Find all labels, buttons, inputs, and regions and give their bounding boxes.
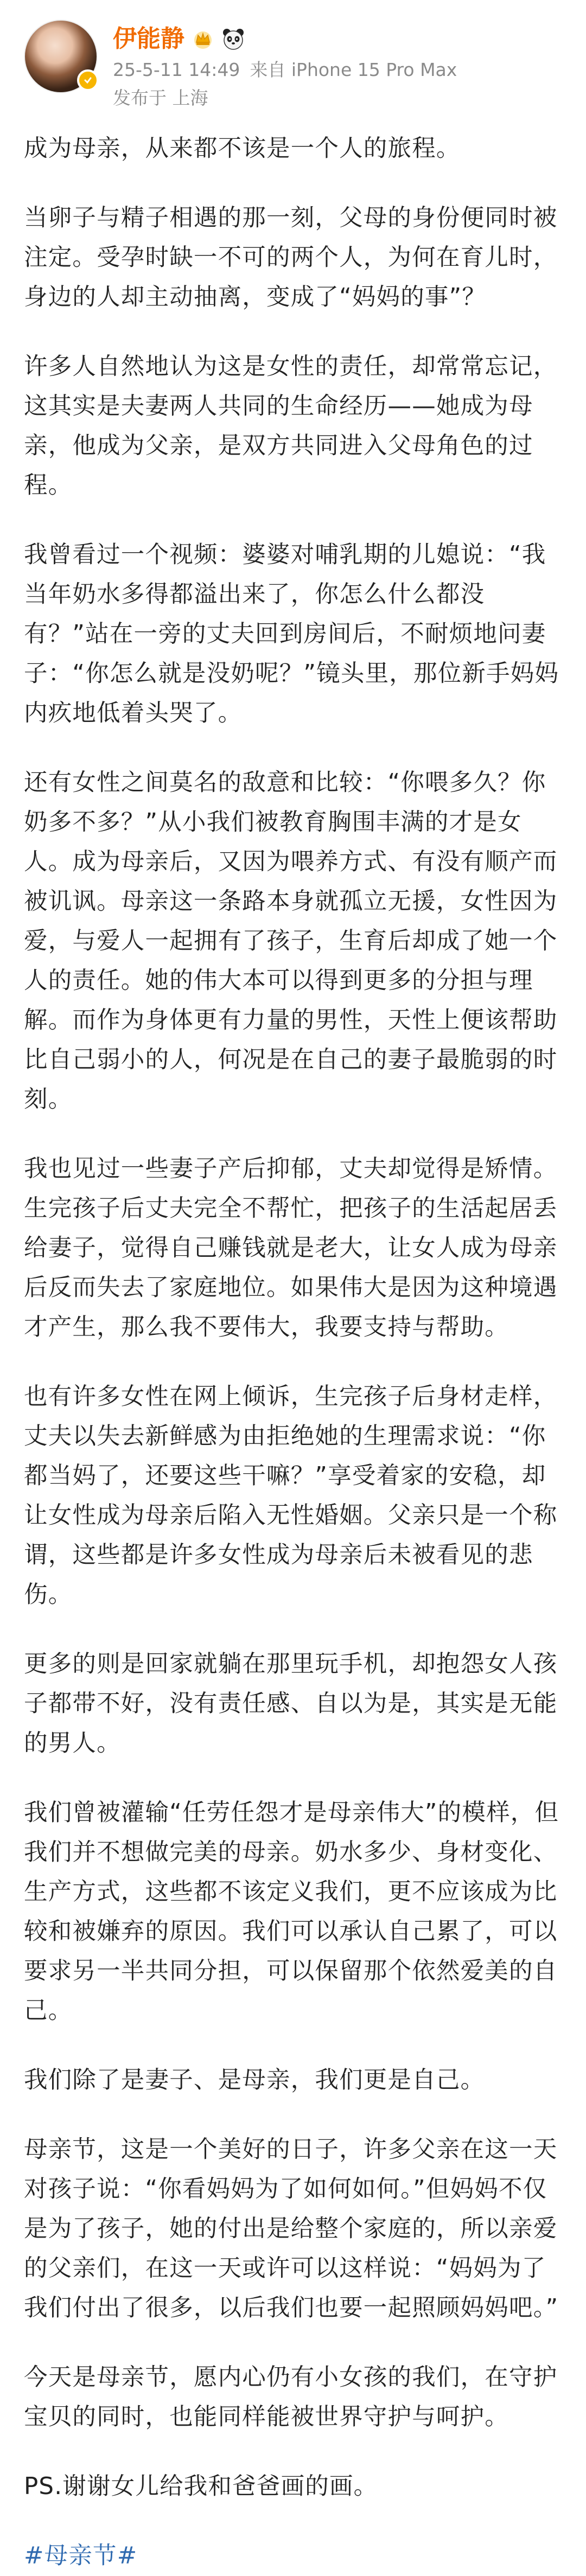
paragraph: 当卵子与精子相遇的那一刻，父母的身份便同时被注定。受孕时缺一不可的两个人，为何在育儿时，身边的人却主动抽离，变成了“妈妈的事”？ — [24, 204, 558, 311]
paragraph: 我们除了是妻子、是母亲，我们更是自己。 — [24, 2067, 485, 2094]
author-name-row — [113, 24, 457, 54]
paragraph: 更多的则是回家就躺在那里玩手机，却抱怨女人孩子都带不好，没有责任感、自以为是，其实是无能的男人。 — [24, 1651, 558, 1757]
hashtag-link[interactable]: #母亲节# — [24, 2542, 138, 2569]
paragraph: 母亲节，这是一个美好的日子，许多父亲在这一天对孩子说：“你看妈妈为了如何如何。”但妈妈不仅是为了孩子，她的付出是给整个家庭的，所以亲爱的父亲们，在这一天或许可以这样说：“妈妈为了我们付出了很多，以后我们也要一起照顾妈妈吧。” — [24, 2136, 559, 2322]
panda-icon — [221, 27, 245, 51]
verified-badge-icon — [77, 69, 99, 91]
post-location-row — [113, 86, 457, 111]
paragraph: 我们曾被灌输“任劳任怨才是母亲伟大”的模样，但我们并不想做完美的母亲。奶水多少、身材变化、生产方式，这些都不该定义我们，更不应该成为比较和被嫌弃的原因。我们可以承认自己累了，可以要求另一半共同分担，可以保留那个依然爱美的自己。 — [24, 1799, 559, 2024]
post-source: 来自 iPhone 15 Pro Max — [250, 59, 457, 80]
post-location: 发布于 上海 — [113, 87, 208, 108]
paragraph: 我曾看过一个视频：婆婆对哺乳期的儿媳说：“我当年奶水多得都溢出来了，你怎么什么都没有？”站在一旁的丈夫回到房间后，不耐烦地问妻子：“你怎么就是没奶呢？”镜头里，那位新手妈妈内疚地低着头哭了。 — [24, 541, 559, 727]
paragraph: 还有女性之间莫名的敌意和比较：“你喂多久？你奶多不多？”从小我们被教育胸围丰满的才是女人。成为母亲后，又因为喂养方式、有没有顺产而被讥讽。母亲这一条路本身就孤立无援，女性因为爱，与爱人一起拥有了孩子，生育后却成了她一个人的责任。她的伟大本可以得到更多的分担与理解。而作为身体更有力量的男性，天性上便该帮助比自己弱小的人，何况是在自己的妻子最脆弱的时刻。 — [24, 769, 558, 1113]
paragraph: 今天是母亲节，愿内心仍有小女孩的我们，在守护宝贝的同时，也能同样能被世界守护与呵护。 — [24, 2364, 558, 2431]
paragraph: 成为母亲，从来都不该是一个人的旅程。 — [24, 135, 461, 162]
post-meta-row — [113, 57, 457, 82]
paragraph: 也有许多女性在网上倾诉，生完孩子后身材走样，丈夫以失去新鲜感为由拒绝她的生理需求说：“你都当妈了，还要这些干嘛？”享受着家的安稳，却让女性成为母亲后陷入无性婚姻。父亲只是一个称谓，这些都是许多女性成为母亲后未被看见的悲伤。 — [24, 1383, 558, 1608]
paragraph: PS.谢谢女儿给我和爸爸画的画。 — [24, 2473, 378, 2500]
avatar-container[interactable] — [24, 20, 98, 93]
paragraph: 许多人自然地认为这是女性的责任，却常常忘记，这其实是夫妻两人共同的生命经历——她成为母亲，他成为父亲，是双方共同进入父母角色的过程。 — [24, 353, 558, 499]
post-timestamp: 25-5-11 14:49 — [113, 59, 240, 80]
post-content — [24, 129, 561, 2576]
author-meta — [113, 20, 457, 111]
crown-icon — [191, 27, 215, 51]
post-header — [24, 20, 562, 117]
paragraph: 我也见过一些妻子产后抑郁，丈夫却觉得是矫情。生完孩子后丈夫完全不帮忙，把孩子的生活起居丢给妻子，觉得自己赚钱就是老大，让女人成为母亲后反而失去了家庭地位。如果伟大是因为这种境遇才产生，那么我不要伟大，我要支持与帮助。 — [24, 1155, 558, 1341]
author-name[interactable]: 伊能静 — [113, 25, 184, 53]
